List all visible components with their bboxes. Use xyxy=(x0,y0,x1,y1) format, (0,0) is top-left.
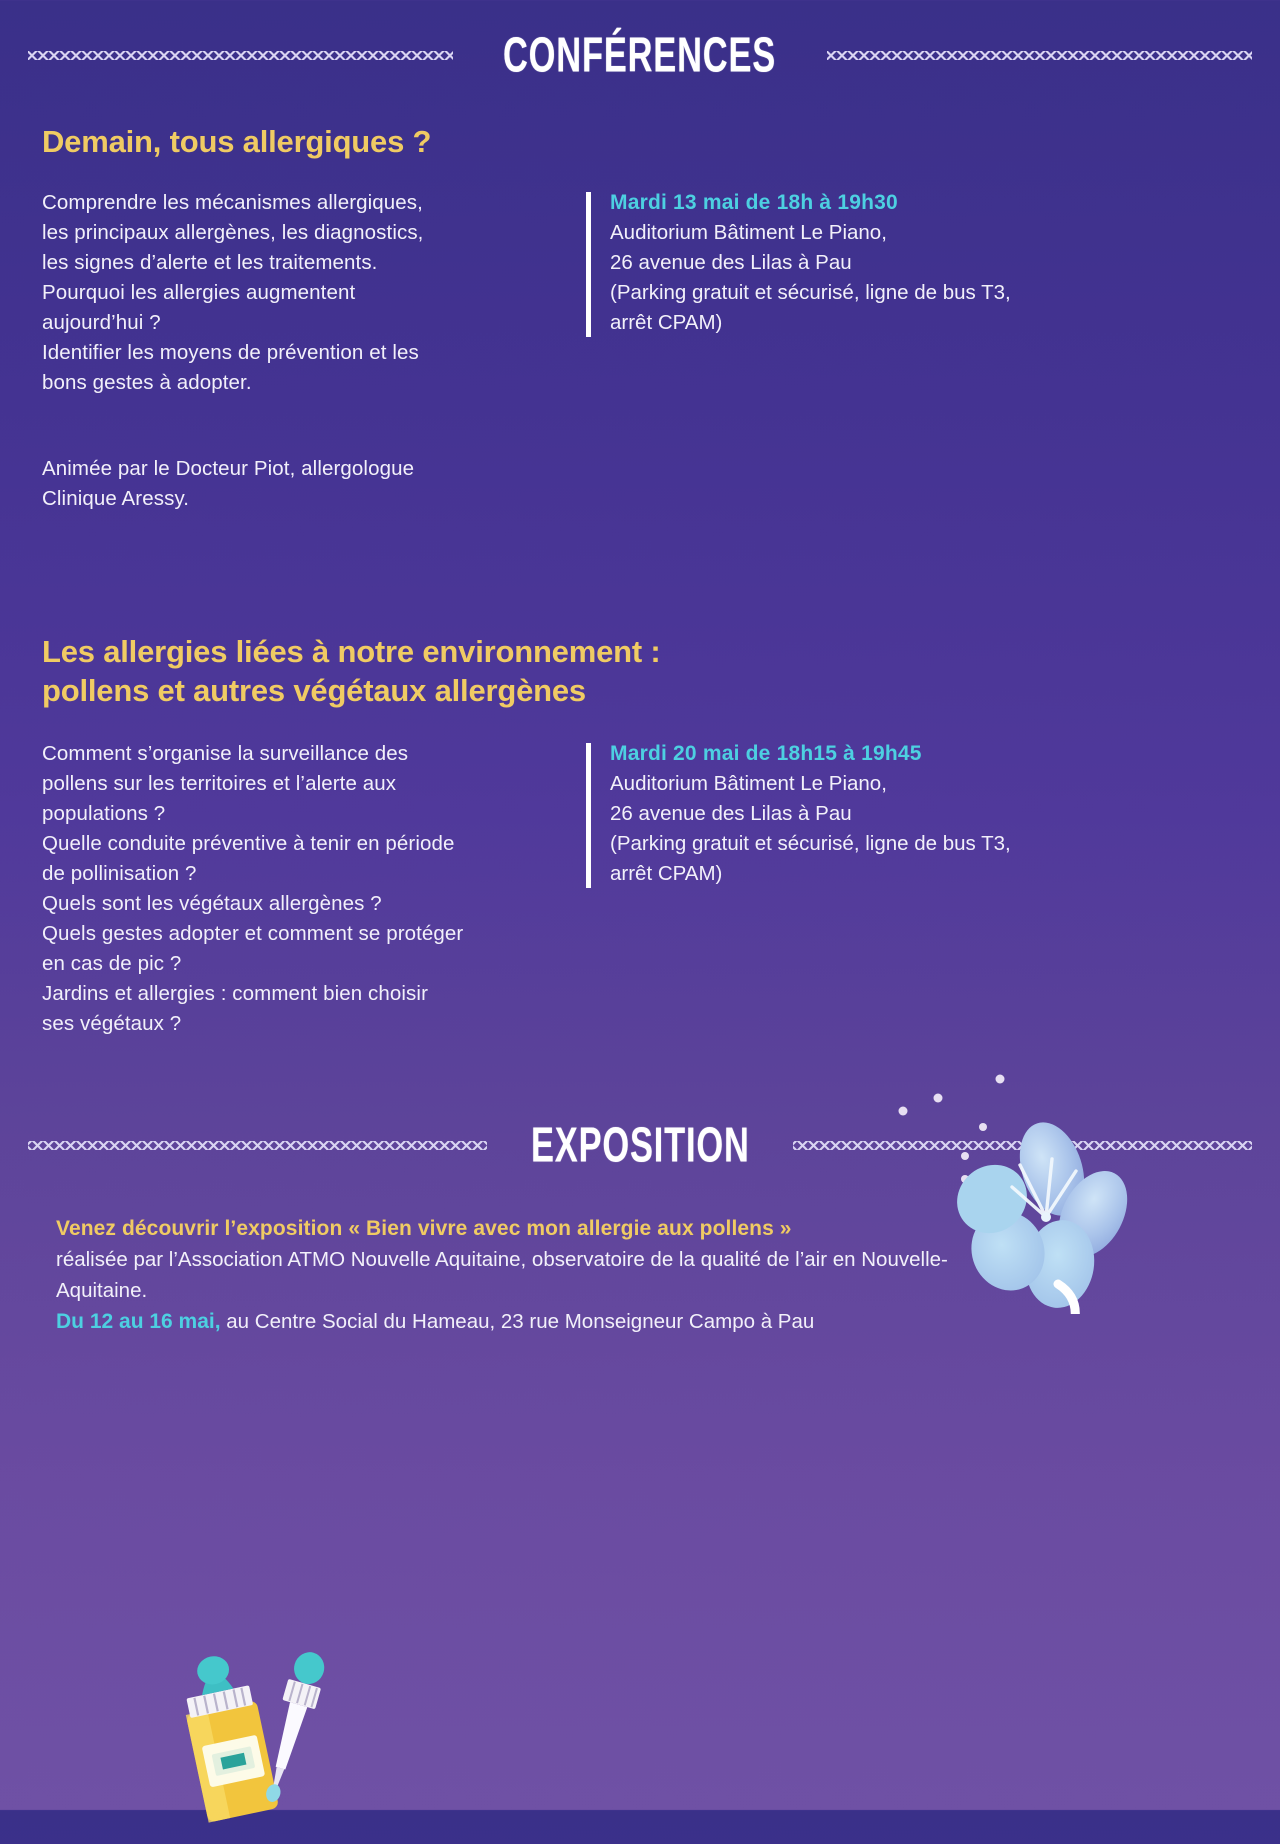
description-line: bons gestes à adopter. xyxy=(42,370,252,394)
exposition-body-line: Aquitaine. xyxy=(56,1279,148,1303)
venue-line: Auditorium Bâtiment Le Piano, xyxy=(610,220,887,244)
description-line: les signes d’alerte et les traitements. xyxy=(42,250,378,274)
conference-2-date: Mardi 20 mai de 18h15 à 19h45 xyxy=(610,742,922,766)
conference-1-description xyxy=(42,188,572,514)
description-line: pollens sur les territoires et l’alerte aux xyxy=(42,772,397,796)
conference-1-date: Mardi 13 mai de 18h à 19h30 xyxy=(610,190,898,214)
description-line: Pourquoi les allergies augmentent xyxy=(42,280,356,304)
conference-2-details xyxy=(572,739,1252,1039)
venue-line: 26 avenue des Lilas à Pau xyxy=(610,250,852,274)
wavy-rule-right xyxy=(827,48,1252,62)
exposition-lead: Venez découvrir l’exposition « Bien vivre avec mon allergie aux pollens » xyxy=(56,1217,792,1241)
conference-2-title-line-2: pollens et autres végétaux allergènes xyxy=(42,673,586,709)
conference-2 xyxy=(0,632,1280,1039)
speaker-line: Clinique Aressy. xyxy=(42,486,190,510)
description-line: les principaux allergènes, les diagnostics, xyxy=(42,220,424,244)
venue-line: (Parking gratuit et sécurisé, ligne de bus T3, xyxy=(610,832,1011,856)
bottle xyxy=(175,1649,279,1822)
venue-line: (Parking gratuit et sécurisé, ligne de bus T3, xyxy=(610,280,1011,304)
wavy-rule-left xyxy=(28,1138,487,1152)
exposition-body-line: réalisée par l’Association ATMO Nouvelle Aquitaine, observatoire de la qualité de l’air en Nouvelle- xyxy=(56,1248,948,1272)
conference-2-description xyxy=(42,739,572,1039)
pipette xyxy=(254,1648,329,1806)
conference-2-title-line-1: Les allergies liées à notre environnement : xyxy=(42,633,661,669)
venue-line: Auditorium Bâtiment Le Piano, xyxy=(610,772,887,796)
dropper-bottle-icon xyxy=(150,1629,350,1844)
conference-1 xyxy=(0,122,1280,514)
conference-1-details xyxy=(572,188,1252,514)
description-line: Jardins et allergies : comment bien choisir xyxy=(42,982,428,1006)
conference-1-title: Demain, tous allergiques ? xyxy=(42,124,432,159)
description-line: Quels gestes adopter et comment se protéger xyxy=(42,922,464,946)
exposition-dates: Du 12 au 16 mai, xyxy=(56,1310,221,1334)
venue-line: arrêt CPAM) xyxy=(610,862,723,886)
conferences-section-header xyxy=(0,26,1280,83)
conference-1-speaker xyxy=(42,454,572,514)
exposition-heading: EXPOSITION xyxy=(530,1116,750,1173)
wavy-rule-right xyxy=(793,1138,1252,1152)
conference-2-title xyxy=(0,632,1280,711)
description-line: Identifier les moyens de prévention et les xyxy=(42,340,419,364)
description-line: en cas de pic ? xyxy=(42,952,182,976)
vertical-accent-bar xyxy=(586,192,591,337)
exposition-schedule xyxy=(56,1306,1234,1337)
speaker-line: Animée par le Docteur Piot, allergologue xyxy=(42,456,415,480)
venue-line: arrêt CPAM) xyxy=(610,310,723,334)
exposition-content xyxy=(0,1214,1280,1337)
description-line: aujourd’hui ? xyxy=(42,310,161,334)
description-line: ses végétaux ? xyxy=(42,1012,182,1036)
description-line: de pollinisation ? xyxy=(42,862,197,886)
description-line: Quelle conduite préventive à tenir en période xyxy=(42,832,455,856)
exposition-section-header xyxy=(0,1116,1280,1173)
description-line: Quels sont les végétaux allergènes ? xyxy=(42,892,382,916)
description-line: populations ? xyxy=(42,802,166,826)
description-line: Comment s’organise la surveillance des xyxy=(42,742,409,766)
conferences-heading: CONFÉRENCES xyxy=(503,26,777,83)
venue-line: 26 avenue des Lilas à Pau xyxy=(610,802,852,826)
wavy-rule-left xyxy=(28,48,453,62)
exposition-location: au Centre Social du Hameau, 23 rue Monseigneur Campo à Pau xyxy=(220,1310,815,1334)
description-line: Comprendre les mécanismes allergiques, xyxy=(42,190,423,214)
vertical-accent-bar xyxy=(586,743,591,888)
